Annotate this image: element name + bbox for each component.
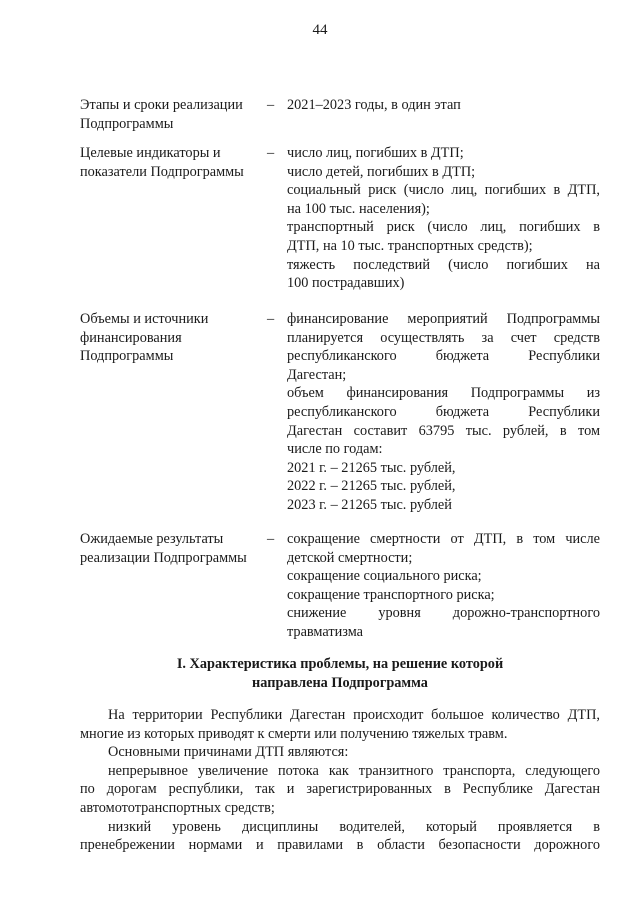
section-title: [80, 655, 600, 692]
row-label: [80, 530, 265, 567]
body-line: многие из которых приводят к смерти или получению тяжелых травм.: [80, 725, 508, 742]
body-line: На территории Республики Дагестан происходит большое количество ДТП,: [108, 707, 600, 723]
row-label: [80, 144, 265, 181]
body-line: Основными причинами ДТП являются:: [108, 744, 349, 761]
row-dash: –: [267, 97, 275, 113]
body-line: пренебрежении нормами и правилами в области безопасности дорожного: [80, 837, 600, 854]
row-value-line: 2021–2023 годы, в один этап: [287, 97, 461, 113]
row-label-line: Объемы и источники: [80, 311, 209, 327]
body-line: автомототранспортных средств;: [80, 799, 275, 816]
row-value-line: Дагестан;: [287, 366, 347, 383]
row-value-line: числе по годам:: [287, 441, 383, 458]
row-value-line: сокращение социального риска;: [287, 568, 482, 585]
row-value-line: республиканского бюджета Республики: [287, 348, 600, 365]
row-value-line: число детей, погибших в ДТП;: [287, 163, 476, 180]
row-value-line: травматизма: [287, 623, 363, 640]
row-label-line: финансирования: [80, 329, 182, 346]
row-label: [80, 310, 265, 366]
row-value: [287, 144, 600, 293]
row-value-line: 2022 г. – 21265 тыс. рублей,: [287, 478, 456, 495]
body-line: непрерывное увеличение потока как транзитного транспорта, следующего: [108, 762, 600, 779]
row-value-line: 100 пострадавших): [287, 275, 405, 292]
row-label-line: Подпрограммы: [80, 115, 174, 132]
row-value-line: объем финансирования Подпрограммы из: [287, 385, 600, 402]
row-dash: –: [267, 145, 275, 161]
row-value-line: ДТП, на 10 тыс. транспортных средств);: [287, 237, 533, 254]
row-label-line: показатели Подпрограммы: [80, 163, 244, 180]
row-label-line: Целевые индикаторы и: [80, 145, 221, 161]
row-value-line: 2021 г. – 21265 тыс. рублей,: [287, 459, 456, 476]
row-value-line: Дагестан составит 63795 тыс. рублей, в том: [287, 422, 600, 439]
row-value: [287, 530, 600, 642]
row-dash: –: [267, 311, 275, 327]
row-value-line: финансирование мероприятий Подпрограммы: [287, 311, 600, 327]
body-text: [80, 706, 600, 855]
row-value-line: детской смертности;: [287, 549, 413, 566]
row-value-line: на 100 тыс. населения);: [287, 200, 430, 217]
row-value-line: сокращение транспортного риска;: [287, 586, 495, 603]
row-value-line: число лиц, погибших в ДТП;: [287, 145, 464, 161]
row-value-line: республиканского бюджета Республики: [287, 403, 600, 420]
section-title-line: направлена Подпрограмма: [252, 674, 428, 691]
row-value: [287, 96, 600, 115]
row-label-line: Этапы и сроки реализации: [80, 97, 243, 113]
row-value-line: снижение уровня дорожно-транспортного: [287, 605, 600, 622]
row-dash: –: [267, 531, 275, 547]
row-value: [287, 310, 600, 515]
row-label: [80, 96, 265, 133]
row-value-line: социальный риск (число лиц, погибших в ДТП,: [287, 182, 600, 199]
row-label-line: Ожидаемые результаты: [80, 531, 224, 547]
body-line: по дорогам республики, так и зарегистрированных в Республике Дагестан: [80, 781, 600, 798]
row-value-line: тяжесть последствий (число погибших на: [287, 256, 600, 273]
section-title-line: I. Характеристика проблемы, на решение которой: [176, 656, 504, 672]
page-number: 44: [312, 22, 328, 38]
body-line: низкий уровень дисциплины водителей, который проявляется в: [108, 818, 600, 835]
row-value-line: сокращение смертности от ДТП, в том числе: [287, 531, 600, 547]
row-value-line: планируется осуществлять за счет средств: [287, 329, 600, 346]
row-value-line: 2023 г. – 21265 тыс. рублей: [287, 496, 452, 513]
row-value-line: транспортный риск (число лиц, погибших в: [287, 219, 600, 236]
row-label-line: реализации Подпрограммы: [80, 549, 247, 566]
row-label-line: Подпрограммы: [80, 348, 174, 365]
